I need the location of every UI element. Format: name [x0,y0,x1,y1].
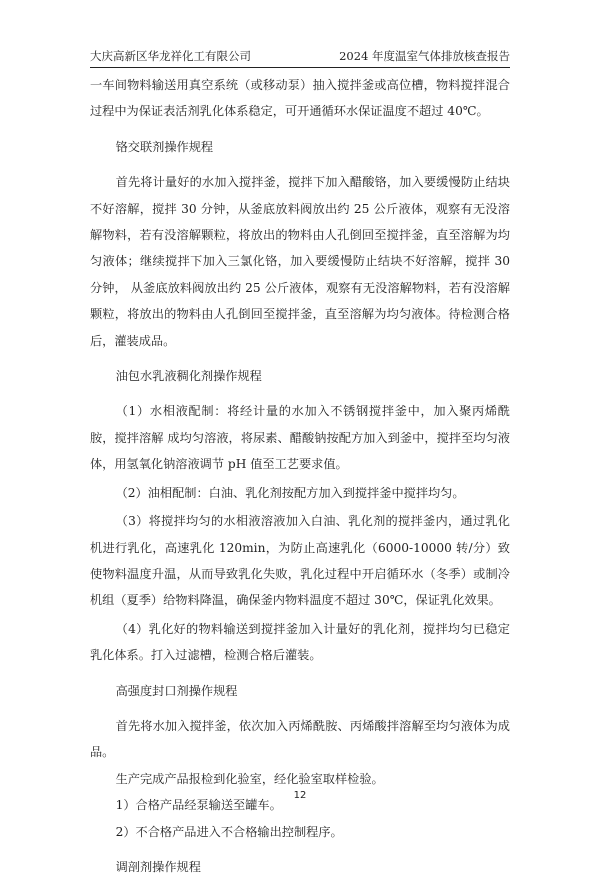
list-item: 1）合格产品经泵输送至罐车。 [115,798,282,813]
header-report-title: 2024 年度温室气体排放核查报告 [339,49,510,63]
section-heading: 高强度封口剂操作规程 [115,683,238,698]
page-number: 12 [293,790,307,801]
paragraph: （1）水相液配制：将经计量的水加入不锈钢搅拌釜中，加入聚丙烯酰胺，搅拌溶解 成均匀溶液，将尿素、醋酸钠按配方加入到釜中，搅拌至均匀液体，用氢氧化钠溶液调节 pH 值至工艺要求值。 [90,404,510,472]
page-header [90,48,510,68]
paragraph: （2）油相配制：白油、乳化剂按配方加入到搅拌釜中搅拌均匀。 [115,485,465,500]
section-heading: 铬交联剂操作规程 [115,139,214,154]
paragraph: （4）乳化好的物料输送到搅拌釜加入计量好的乳化剂，搅拌均匀已稳定乳化体系。打入过滤槽，检测合格后灌装。 [90,621,510,663]
paragraph: 一车间物料输送用真空系统（或移动泵）抽入搅拌釜或高位槽，物料搅拌混合过程中为保证表活剂乳化体系稳定，可开通循环水保证温度不超过 40℃。 [90,78,510,119]
paragraph: 首先将计量好的水加入搅拌釜，搅拌下加入醋酸铬，加入要缓慢防止结块不好溶解，搅拌 30 分钟，从釜底放料阀放出约 25 公斤液体，观察有无没溶解物料，若有没溶解颗粒，将放出的物料由人孔倒回至搅拌釜，直至溶解为均匀液体；继续搅拌下加入三氯化铬，加入要缓慢防止结块不好溶解，搅拌 30 分钟， 从釜底放料阀放出约 25 公斤液体，观察有无没溶解物料，若有没溶解颗粒，将放出的物料由人孔倒回至搅拌釜，直至溶解为均匀液体。待检测合格后，灌装成品。 [90,175,510,348]
header-company: 大庆高新区华龙祥化工有限公司 [90,49,251,63]
section-heading: 油包水乳液稠化剂操作规程 [115,369,262,384]
paragraph: 首先将水加入搅拌釜，依次加入丙烯酰胺、丙烯酸拌溶解至均匀液体为成品。 [90,718,510,760]
paragraph: 生产完成产品报检到化验室，经化验室取样检验。 [115,771,384,786]
paragraph: （3）将搅拌均匀的水相液溶液加入白油、乳化剂的搅拌釜内，通过乳化机进行乳化，高速乳化 120min，为防止高速乳化（6000-10000 转/分）致使物料温度升温，从而导致乳化失败，乳化过程中开启循环水（冬季）或制冷机组（夏季）给物料降温，确保釜内物料温度不超过 30℃，保证乳化效果。 [90,514,510,608]
document-body [90,72,510,889]
list-item: 2）不合格产品进入不合格输出控制程序。 [115,824,343,839]
section-heading: 调剖剂操作规程 [115,859,201,874]
